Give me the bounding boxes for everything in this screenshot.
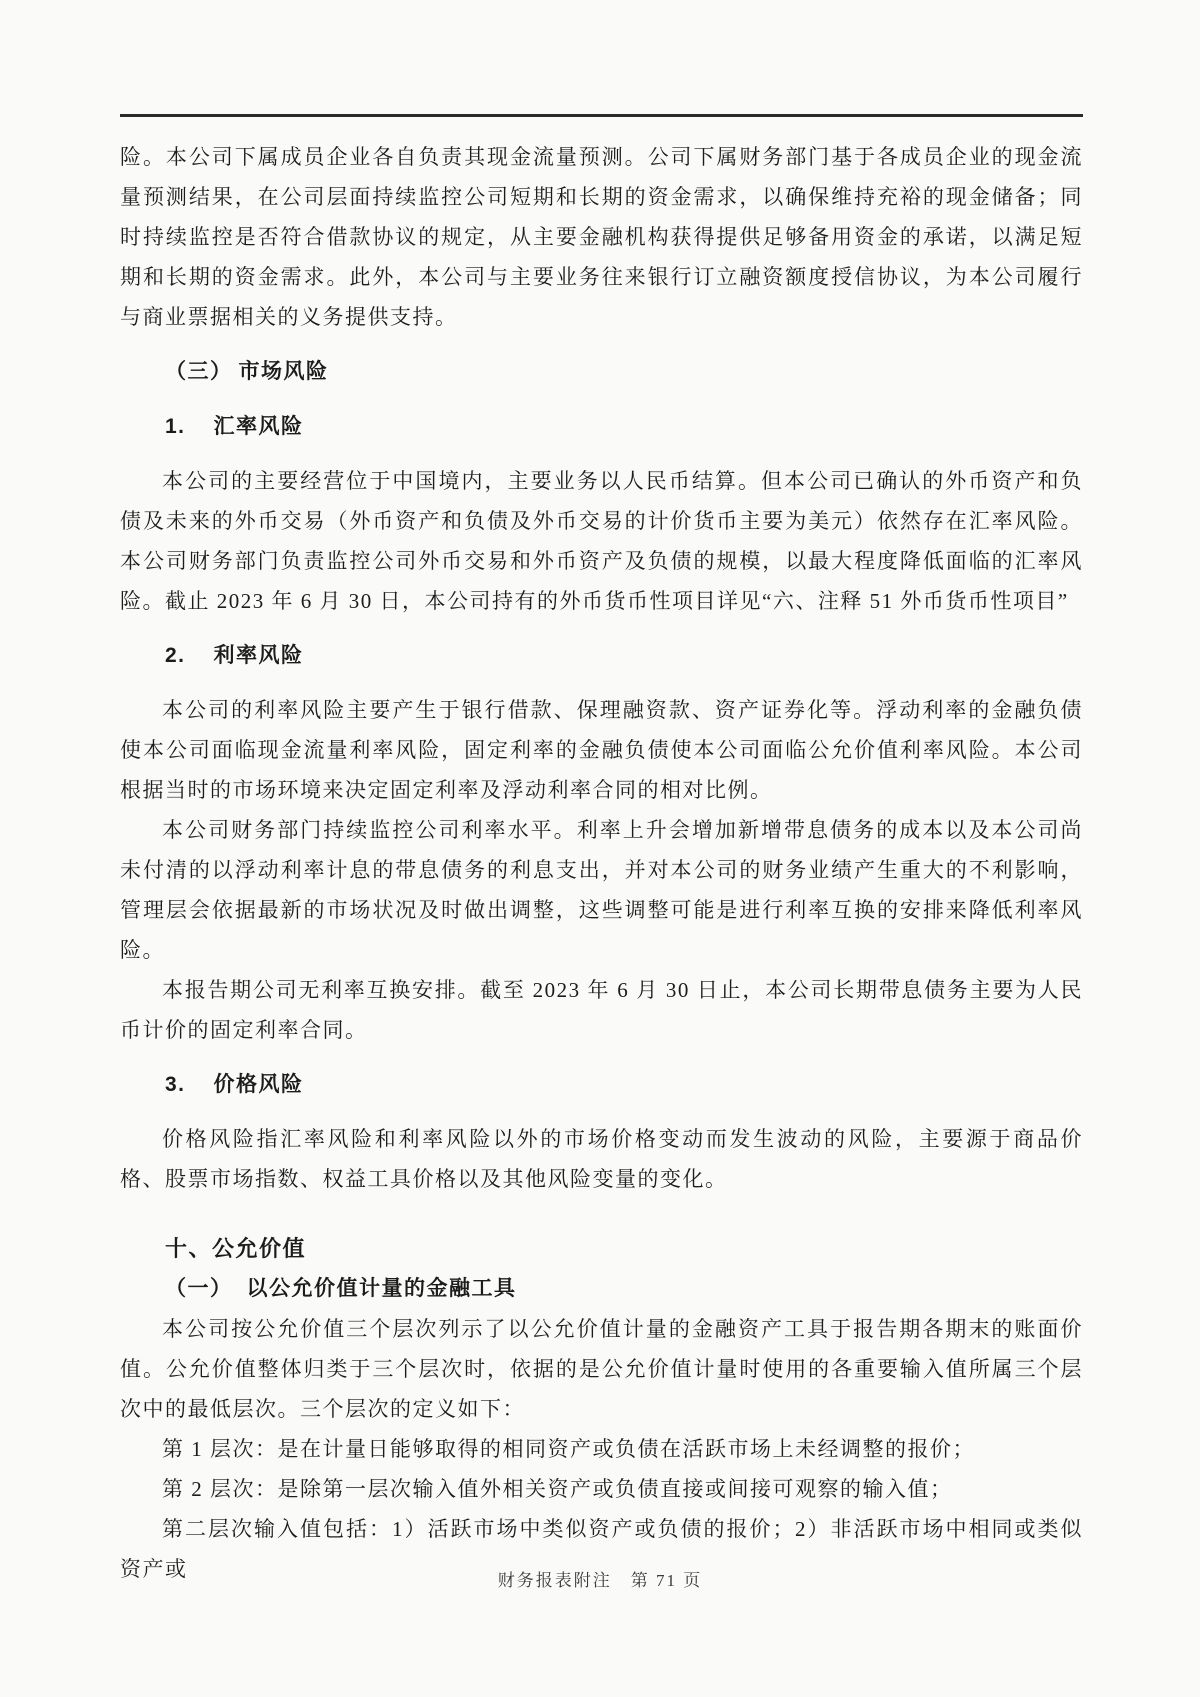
heading-fair-value-instruments-label: 以公允价值计量的金融工具 (246, 1277, 517, 1300)
heading-exchange-rate-risk (120, 407, 1083, 447)
heading-interest-rate-risk-label: 利率风险 (213, 644, 304, 667)
header-rule (120, 114, 1083, 117)
paragraph-interest-rate-monitoring: 本公司财务部门持续监控公司利率水平。利率上升会增加新增带息债务的成本以及本公司尚未付清的以浮动利率计息的带息债务的利息支出，并对本公司的财务业绩产生重大的不利影响，管理层会依据最新的市场状况及时做出调整，这些调整可能是进行利率互换的安排来降低利率风险。 (120, 818, 1083, 962)
heading-interest-rate-risk-number: 2. (165, 644, 186, 667)
document-content (120, 137, 1083, 1589)
heading-exchange-rate-risk-label: 汇率风险 (213, 415, 304, 438)
heading-fair-value: 十、公允价值 (165, 1236, 307, 1261)
heading-market-risk-label: 市场风险 (238, 360, 329, 383)
heading-price-risk-number: 3. (165, 1073, 186, 1096)
paragraph-level-2-definition: 第 2 层次：是除第一层次输入值外相关资产或负债直接或间接可观察的输入值； (162, 1477, 953, 1501)
paragraph-exchange-rate-risk: 本公司的主要经营位于中国境内，主要业务以人民币结算。但本公司已确认的外币资产和负债及未来的外币交易（外币资产和负债及外币交易的计价货币主要为美元）依然存在汇率风险。本公司财务部门负责监控公司外币交易和外币资产及负债的规模，以最大程度降低面临的汇率风险。截止 2023 年 6 月 30 日，本公司持有的外币货币性项目详见“六、注释 51 外币货币性项目” (120, 469, 1083, 613)
page-footer (0, 1566, 1200, 1591)
heading-market-risk (120, 352, 1083, 392)
heading-exchange-rate-risk-number: 1. (165, 415, 186, 438)
heading-fair-value-instruments-number: （一） (165, 1277, 233, 1300)
heading-price-risk-label: 价格风险 (213, 1073, 304, 1096)
heading-interest-rate-risk (120, 636, 1083, 676)
paragraph-cash-flow-forecast-continued: 险。本公司下属成员企业各自负责其现金流量预测。公司下属财务部门基于各成员企业的现金流量预测结果，在公司层面持续监控公司短期和长期的资金需求，以确保维持充裕的现金储备；同时持续监控是否符合借款协议的规定，从主要金融机构获得提供足够备用资金的承诺，以满足短期和长期的资金需求。此外，本公司与主要业务往来银行订立融资额度授信协议，为本公司履行与商业票据相关的义务提供支持。 (120, 145, 1083, 329)
page-footer-text: 财务报表附注 第 71 页 (497, 1571, 703, 1590)
paragraph-fair-value-levels-intro: 本公司按公允价值三个层次列示了以公允价值计量的金融资产工具于报告期各期末的账面价值。公允价值整体归类于三个层次时，依据的是公允价值计量时使用的各重要输入值所属三个层次中的最低层次。三个层次的定义如下： (120, 1317, 1083, 1421)
paragraph-no-interest-rate-swap: 本报告期公司无利率互换安排。截至 2023 年 6 月 30 日止，本公司长期带息债务主要为人民币计价的固定利率合同。 (120, 978, 1083, 1042)
paragraph-interest-rate-risk-sources: 本公司的利率风险主要产生于银行借款、保理融资款、资产证券化等。浮动利率的金融负债使本公司面临现金流量利率风险，固定利率的金融负债使本公司面临公允价值利率风险。本公司根据当时的市场环境来决定固定利率及浮动利率合同的相对比例。 (120, 698, 1083, 802)
heading-fair-value-instruments (120, 1269, 1083, 1309)
paragraph-level-2-inputs: 第二层次输入值包括：1）活跃市场中类似资产或负债的报价；2）非活跃市场中相同或类似资产或 (120, 1517, 1083, 1581)
heading-market-risk-number: （三） (165, 360, 233, 383)
heading-price-risk (120, 1065, 1083, 1105)
paragraph-level-1-definition: 第 1 层次：是在计量日能够取得的相同资产或负债在活跃市场上未经调整的报价； (162, 1437, 975, 1461)
paragraph-price-risk: 价格风险指汇率风险和利率风险以外的市场价格变动而发生波动的风险，主要源于商品价格、股票市场指数、权益工具价格以及其他风险变量的变化。 (120, 1127, 1083, 1191)
